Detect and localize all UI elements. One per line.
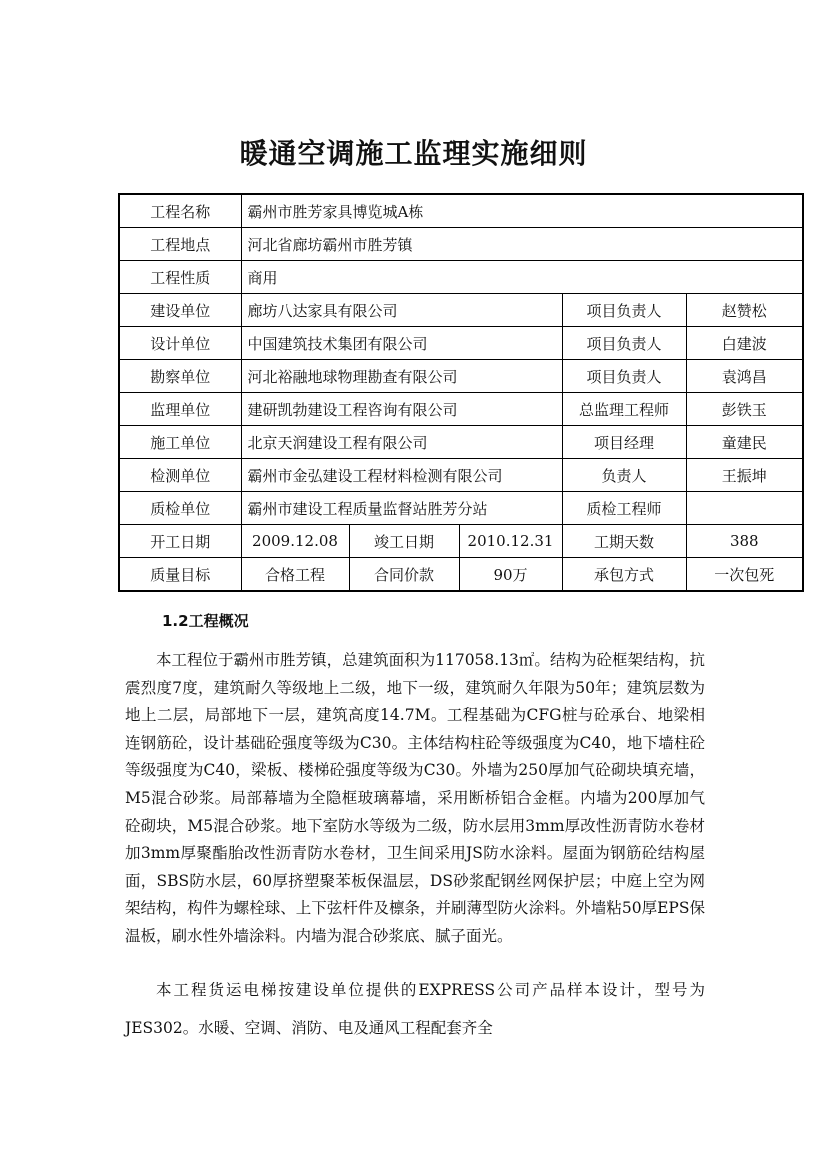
elevator-paragraph: 本工程货运电梯按建设单位提供的EXPRESS公司产品样本设计，型号为JES302。水暖、空调、消防、电及通风工程配套齐全 bbox=[125, 981, 705, 1037]
cell-days-value: 388 bbox=[686, 525, 803, 558]
row-value: 霸州市建设工程质量监督站胜芳分站 bbox=[241, 492, 562, 525]
row-label: 设计单位 bbox=[119, 327, 241, 360]
row-person: 白建波 bbox=[686, 327, 803, 360]
table-row bbox=[119, 194, 803, 228]
row-value: 中国建筑技术集团有限公司 bbox=[241, 327, 562, 360]
row-value: 霸州市金弘建设工程材料检测有限公司 bbox=[241, 459, 562, 492]
row-role: 项目负责人 bbox=[562, 327, 686, 360]
row-value: 廊坊八达家具有限公司 bbox=[241, 294, 562, 327]
row-label: 建设单位 bbox=[119, 294, 241, 327]
cell-end-label: 竣工日期 bbox=[349, 525, 459, 558]
page-title: 暖通空调施工监理实施细则 bbox=[239, 137, 588, 170]
table-row bbox=[119, 327, 803, 360]
row-label: 施工单位 bbox=[119, 426, 241, 459]
row-person: 王振坤 bbox=[686, 459, 803, 492]
row-role: 项目负责人 bbox=[562, 360, 686, 393]
section-heading: 1.2工程概况 bbox=[162, 612, 249, 630]
quality-row bbox=[119, 558, 803, 592]
row-person: 彭铁玉 bbox=[686, 393, 803, 426]
row-role: 项目经理 bbox=[562, 426, 686, 459]
project-info-table bbox=[118, 193, 804, 592]
row-value: 建研凯勃建设工程咨询有限公司 bbox=[241, 393, 562, 426]
table-row bbox=[119, 459, 803, 492]
row-person: 袁鸿昌 bbox=[686, 360, 803, 393]
table-row bbox=[119, 360, 803, 393]
table-row bbox=[119, 294, 803, 327]
row-role: 项目负责人 bbox=[562, 294, 686, 327]
table-row bbox=[119, 426, 803, 459]
table-row bbox=[119, 228, 803, 261]
row-person bbox=[686, 492, 803, 525]
dates-row bbox=[119, 525, 803, 558]
row-value: 霸州市胜芳家具博览城A栋 bbox=[241, 194, 803, 228]
table-row bbox=[119, 261, 803, 294]
overview-paragraph: 本工程位于霸州市胜芳镇，总建筑面积为117058.13㎡。结构为砼框架结构，抗震烈度7度，建筑耐久等级地上二级，地下一级，建筑耐久年限为50年；建筑层数为地上二层，局部地下一层，建筑高度14.7M。工程基础为CFG桩与砼承台、地梁相连钢筋砼，设计基础砼强度等级为C30。主体结构柱砼等级强度为C40，地下墙柱砼等级强度为C40，梁板、楼梯砼强度等级为C30。外墙为250厚加气砼砌块填充墙，M5混合砂浆。局部幕墙为全隐框玻璃幕墙，采用断桥铝合金框。内墙为200厚加气砼砌块，M5混合砂浆。地下室防水等级为二级，防水层用3mm厚改性沥青防水卷材加3mm厚聚酯胎改性沥青防水卷材，卫生间采用JS防水涂料。屋面为钢筋砼结构屋面，SBS防水层，60厚挤塑聚苯板保温层，DS砂浆配钢丝网保护层；中庭上空为网架结构，构件为螺栓球、上下弦杆件及檩条，并刷薄型防火涂料。外墙粘50厚EPS保温板，刷水性外墙涂料。内墙为混合砂浆底、腻子面光。 bbox=[125, 651, 705, 945]
cell-end-value: 2010.12.31 bbox=[459, 525, 562, 558]
row-label: 质检单位 bbox=[119, 492, 241, 525]
table-row bbox=[119, 393, 803, 426]
row-role: 质检工程师 bbox=[562, 492, 686, 525]
cell-start-value: 2009.12.08 bbox=[241, 525, 349, 558]
row-label: 监理单位 bbox=[119, 393, 241, 426]
row-value: 北京天润建设工程有限公司 bbox=[241, 426, 562, 459]
cell-days-label: 工期天数 bbox=[562, 525, 686, 558]
row-label: 工程性质 bbox=[119, 261, 241, 294]
row-person: 赵赞松 bbox=[686, 294, 803, 327]
cell-contract-value: 一次包死 bbox=[686, 558, 803, 592]
cell-contract-label: 承包方式 bbox=[562, 558, 686, 592]
row-role: 总监理工程师 bbox=[562, 393, 686, 426]
row-label: 检测单位 bbox=[119, 459, 241, 492]
row-label: 工程名称 bbox=[119, 194, 241, 228]
row-value: 河北省廊坊霸州市胜芳镇 bbox=[241, 228, 803, 261]
cell-price-label: 合同价款 bbox=[349, 558, 459, 592]
row-person: 童建民 bbox=[686, 426, 803, 459]
row-value: 河北裕融地球物理勘查有限公司 bbox=[241, 360, 562, 393]
cell-goal-value: 合格工程 bbox=[241, 558, 349, 592]
table-row bbox=[119, 492, 803, 525]
row-label: 工程地点 bbox=[119, 228, 241, 261]
row-value: 商用 bbox=[241, 261, 803, 294]
cell-goal-label: 质量目标 bbox=[119, 558, 241, 592]
row-label: 勘察单位 bbox=[119, 360, 241, 393]
row-role: 负责人 bbox=[562, 459, 686, 492]
cell-start-label: 开工日期 bbox=[119, 525, 241, 558]
cell-price-value: 90万 bbox=[459, 558, 562, 592]
